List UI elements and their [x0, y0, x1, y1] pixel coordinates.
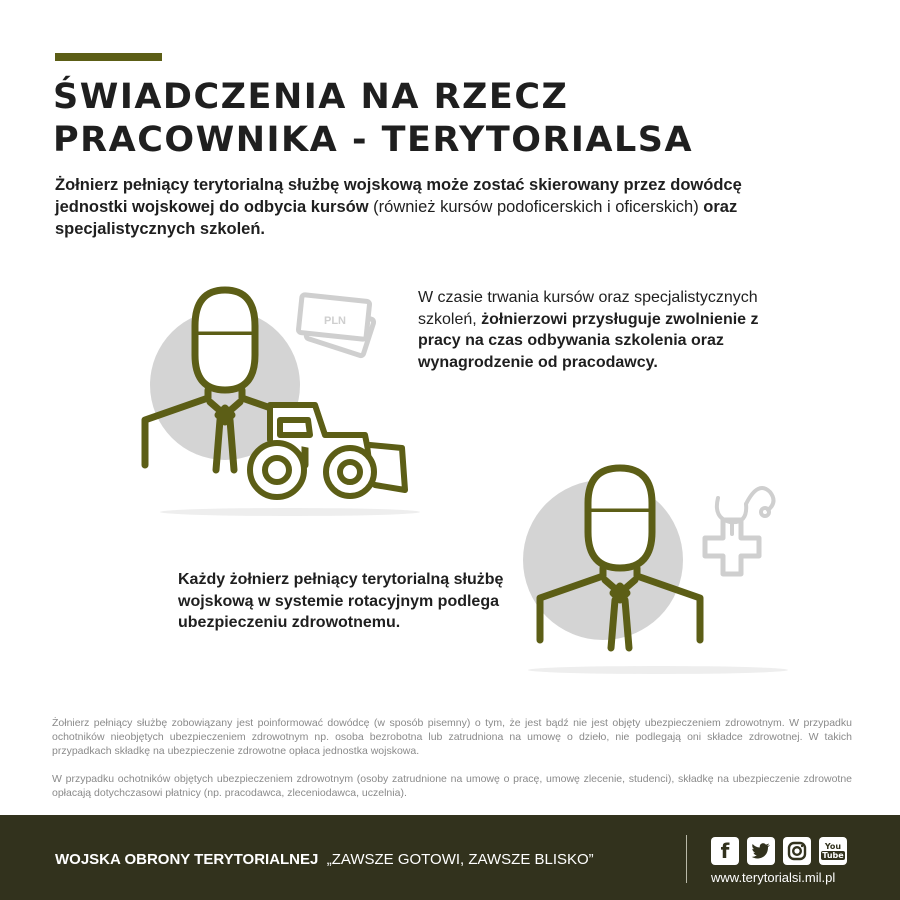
paragraph-training-leave [418, 287, 798, 373]
facebook-glyph: f [720, 839, 730, 863]
illustration-soldier-health [508, 460, 798, 680]
youtube-label-bottom: Tube [822, 851, 844, 860]
para1-bold: żołnierzowi przysługuje zwolnienie z pracy na czas odbywania szkolenia oraz wynagrodzenie od pracodawcy. [418, 310, 759, 371]
intro-bold-1: Żołnierz pełniący terytorialną służbę wojskową może zostać skierowany przez dowódcę jednostki wojskowej do odbycia kursów [55, 176, 742, 216]
page-title [53, 76, 693, 162]
banknote-label: PLN [324, 315, 346, 327]
title-line-1: ŚWIADCZENIA NA RZECZ [53, 77, 569, 117]
ground-shadow [528, 666, 788, 674]
footer-motto: „ZAWSZE GOTOWI, ZAWSZE BLISKO” [326, 851, 594, 868]
facebook-icon[interactable] [711, 837, 739, 865]
footer-divider [686, 835, 687, 883]
footer-brand: WOJSKA OBRONY TERYTORIALNEJ [55, 851, 319, 868]
title-line-2: PRACOWNIKA - TERYTORIALSA [53, 120, 694, 160]
illustration-soldier-work [140, 280, 420, 520]
youtube-icon[interactable] [819, 837, 847, 865]
para1-normal: W czasie trwania kursów oraz specjalistycznych szkoleń, [418, 289, 758, 328]
social-links [711, 837, 847, 865]
footnote-1: Żołnierz pełniący służbę zobowiązany jest poinformować dowódcę (w sposób pisemny) o tym, że jest bądź nie jest objęty ubezpieczeniem zdrowotnym. W przypadku ochotników nieobjętych ubezpieczeniem zdrowotnym np. osoba bezrobotna lub zatrudniona na umowę o dzieło, nie podlegają oni składce zdrowotnej. W takich przypadkach składkę na ubezpieczenie zdrowotne opłaca jednostka wojskowa. [52, 717, 852, 757]
intro-paragraph [55, 174, 775, 240]
ground-shadow [160, 508, 420, 516]
footnote-2: W przypadku ochotników objętych ubezpieczeniem zdrowotnym (osoby zatrudnione na umowę o pracę, umowę zlecenie, studenci), składkę na ubezpieczenie zdrowotne opłacają dotychczasowi płatnicy (np. pracodawca, zleceniodawca, uczelnia). [52, 773, 852, 799]
title-accent-bar [55, 53, 162, 61]
twitter-icon[interactable] [747, 837, 775, 865]
website-link[interactable]: www.terytorialsi.mil.pl [711, 870, 836, 885]
footer [0, 815, 900, 900]
intro-bold-2: oraz specjalistycznych szkoleń. [55, 198, 738, 238]
footer-slogan [55, 850, 594, 870]
intro-normal-1: (również kursów podoficerskich i oficerskich) [368, 198, 704, 216]
tractor-icon [250, 405, 405, 497]
instagram-icon[interactable] [783, 837, 811, 865]
paragraph-health-insurance: Każdy żołnierz pełniący terytorialną służbę wojskową w systemie rotacyjnym podlega ubezpieczeniu zdrowotnemu. [178, 571, 504, 631]
youtube-label-top: You [824, 842, 842, 851]
